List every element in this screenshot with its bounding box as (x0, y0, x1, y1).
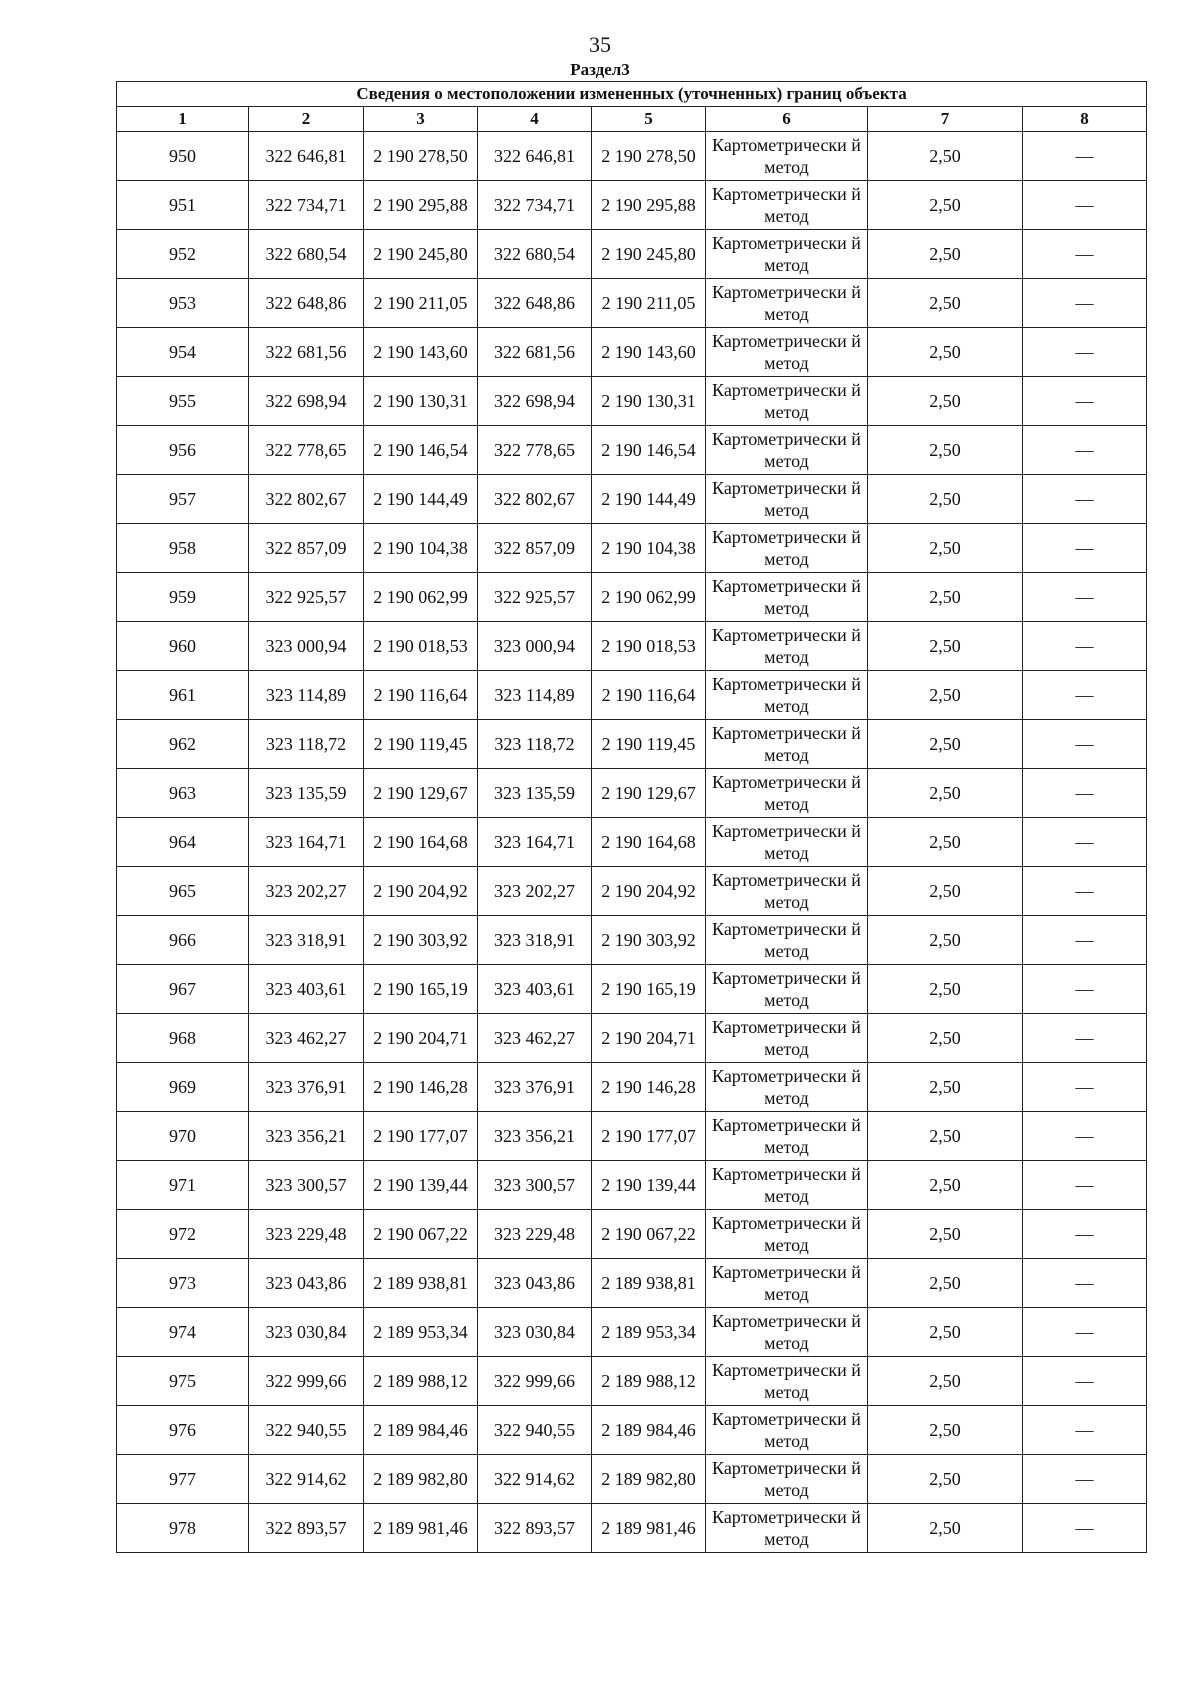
x-existing-cell: 323 462,27 (249, 1014, 364, 1063)
point-number-cell: 970 (117, 1112, 249, 1161)
accuracy-cell: 2,50 (868, 769, 1023, 818)
y-existing-cell: 2 189 984,46 (364, 1406, 478, 1455)
y-existing-cell: 2 190 116,64 (364, 671, 478, 720)
y-refined-cell: 2 190 139,44 (592, 1161, 706, 1210)
y-existing-cell: 2 190 204,71 (364, 1014, 478, 1063)
x-existing-cell: 322 893,57 (249, 1504, 364, 1553)
y-refined-cell: 2 189 953,34 (592, 1308, 706, 1357)
x-refined-cell: 322 646,81 (478, 132, 592, 181)
x-existing-cell: 323 043,86 (249, 1259, 364, 1308)
y-refined-cell: 2 190 146,28 (592, 1063, 706, 1112)
point-number-cell: 958 (117, 524, 249, 573)
y-existing-cell: 2 189 953,34 (364, 1308, 478, 1357)
accuracy-cell: 2,50 (868, 867, 1023, 916)
x-refined-cell: 323 356,21 (478, 1112, 592, 1161)
method-cell: Картометрически й метод (706, 377, 868, 426)
x-existing-cell: 323 164,71 (249, 818, 364, 867)
y-refined-cell: 2 189 938,81 (592, 1259, 706, 1308)
x-refined-cell: 323 300,57 (478, 1161, 592, 1210)
x-refined-cell: 322 778,65 (478, 426, 592, 475)
note-cell: — (1023, 1259, 1147, 1308)
point-number-cell: 974 (117, 1308, 249, 1357)
note-cell: — (1023, 818, 1147, 867)
accuracy-cell: 2,50 (868, 1210, 1023, 1259)
note-cell: — (1023, 1161, 1147, 1210)
point-number-cell: 951 (117, 181, 249, 230)
table-caption: Сведения о местоположении измененных (уточненных) границ объекта (117, 82, 1147, 107)
note-cell: — (1023, 671, 1147, 720)
y-existing-cell: 2 190 278,50 (364, 132, 478, 181)
note-cell: — (1023, 132, 1147, 181)
point-number-cell: 956 (117, 426, 249, 475)
table-row (117, 181, 1147, 230)
table-row (117, 426, 1147, 475)
point-number-cell: 972 (117, 1210, 249, 1259)
table-row (117, 524, 1147, 573)
table-row (117, 230, 1147, 279)
note-cell: — (1023, 916, 1147, 965)
x-refined-cell: 323 135,59 (478, 769, 592, 818)
x-refined-cell: 323 462,27 (478, 1014, 592, 1063)
x-refined-cell: 323 000,94 (478, 622, 592, 671)
x-existing-cell: 323 202,27 (249, 867, 364, 916)
point-number-cell: 962 (117, 720, 249, 769)
point-number-cell: 963 (117, 769, 249, 818)
x-existing-cell: 322 680,54 (249, 230, 364, 279)
accuracy-cell: 2,50 (868, 1063, 1023, 1112)
accuracy-cell: 2,50 (868, 916, 1023, 965)
method-cell: Картометрически й метод (706, 230, 868, 279)
method-cell: Картометрически й метод (706, 1210, 868, 1259)
point-number-cell: 966 (117, 916, 249, 965)
y-existing-cell: 2 190 211,05 (364, 279, 478, 328)
accuracy-cell: 2,50 (868, 1112, 1023, 1161)
x-existing-cell: 322 648,86 (249, 279, 364, 328)
method-cell: Картометрически й метод (706, 1406, 868, 1455)
point-number-cell: 959 (117, 573, 249, 622)
accuracy-cell: 2,50 (868, 426, 1023, 475)
y-refined-cell: 2 190 295,88 (592, 181, 706, 230)
table-row (117, 1406, 1147, 1455)
column-number-6: 6 (706, 107, 868, 132)
table-row (117, 573, 1147, 622)
point-number-cell: 957 (117, 475, 249, 524)
table-row (117, 1161, 1147, 1210)
table-row (117, 328, 1147, 377)
x-refined-cell: 323 376,91 (478, 1063, 592, 1112)
table-row (117, 1504, 1147, 1553)
y-refined-cell: 2 189 988,12 (592, 1357, 706, 1406)
accuracy-cell: 2,50 (868, 132, 1023, 181)
y-existing-cell: 2 190 303,92 (364, 916, 478, 965)
x-existing-cell: 323 376,91 (249, 1063, 364, 1112)
method-cell: Картометрически й метод (706, 279, 868, 328)
accuracy-cell: 2,50 (868, 1161, 1023, 1210)
point-number-cell: 971 (117, 1161, 249, 1210)
x-refined-cell: 322 698,94 (478, 377, 592, 426)
y-existing-cell: 2 189 981,46 (364, 1504, 478, 1553)
note-cell: — (1023, 1063, 1147, 1112)
x-refined-cell: 322 925,57 (478, 573, 592, 622)
x-existing-cell: 322 999,66 (249, 1357, 364, 1406)
y-existing-cell: 2 189 988,12 (364, 1357, 478, 1406)
table-row (117, 1063, 1147, 1112)
y-refined-cell: 2 190 278,50 (592, 132, 706, 181)
accuracy-cell: 2,50 (868, 1259, 1023, 1308)
y-refined-cell: 2 190 104,38 (592, 524, 706, 573)
method-cell: Картометрически й метод (706, 720, 868, 769)
table-row (117, 769, 1147, 818)
method-cell: Картометрически й метод (706, 132, 868, 181)
note-cell: — (1023, 1455, 1147, 1504)
x-refined-cell: 322 681,56 (478, 328, 592, 377)
point-number-cell: 954 (117, 328, 249, 377)
x-existing-cell: 323 118,72 (249, 720, 364, 769)
x-refined-cell: 322 802,67 (478, 475, 592, 524)
page-number: 35 (589, 32, 611, 57)
y-existing-cell: 2 189 938,81 (364, 1259, 478, 1308)
x-existing-cell: 322 940,55 (249, 1406, 364, 1455)
y-refined-cell: 2 190 146,54 (592, 426, 706, 475)
x-existing-cell: 322 914,62 (249, 1455, 364, 1504)
point-number-cell: 976 (117, 1406, 249, 1455)
point-number-cell: 973 (117, 1259, 249, 1308)
method-cell: Картометрически й метод (706, 769, 868, 818)
table-row (117, 1112, 1147, 1161)
note-cell: — (1023, 1357, 1147, 1406)
y-refined-cell: 2 190 164,68 (592, 818, 706, 867)
note-cell: — (1023, 1406, 1147, 1455)
point-number-cell: 967 (117, 965, 249, 1014)
y-existing-cell: 2 190 129,67 (364, 769, 478, 818)
x-existing-cell: 322 698,94 (249, 377, 364, 426)
x-existing-cell: 322 646,81 (249, 132, 364, 181)
note-cell: — (1023, 475, 1147, 524)
accuracy-cell: 2,50 (868, 965, 1023, 1014)
accuracy-cell: 2,50 (868, 818, 1023, 867)
accuracy-cell: 2,50 (868, 1357, 1023, 1406)
accuracy-cell: 2,50 (868, 1504, 1023, 1553)
y-existing-cell: 2 190 144,49 (364, 475, 478, 524)
column-number-3: 3 (364, 107, 478, 132)
x-refined-cell: 323 043,86 (478, 1259, 592, 1308)
y-refined-cell: 2 189 982,80 (592, 1455, 706, 1504)
method-cell: Картометрически й метод (706, 181, 868, 230)
table-row (117, 1455, 1147, 1504)
x-refined-cell: 322 914,62 (478, 1455, 592, 1504)
accuracy-cell: 2,50 (868, 671, 1023, 720)
x-existing-cell: 322 802,67 (249, 475, 364, 524)
method-cell: Картометрически й метод (706, 1308, 868, 1357)
column-number-7: 7 (868, 107, 1023, 132)
point-number-cell: 975 (117, 1357, 249, 1406)
y-refined-cell: 2 189 981,46 (592, 1504, 706, 1553)
accuracy-cell: 2,50 (868, 1014, 1023, 1063)
y-existing-cell: 2 190 062,99 (364, 573, 478, 622)
x-existing-cell: 323 000,94 (249, 622, 364, 671)
x-existing-cell: 323 318,91 (249, 916, 364, 965)
y-refined-cell: 2 190 062,99 (592, 573, 706, 622)
y-existing-cell: 2 190 177,07 (364, 1112, 478, 1161)
table-row (117, 1210, 1147, 1259)
x-existing-cell: 323 114,89 (249, 671, 364, 720)
accuracy-cell: 2,50 (868, 279, 1023, 328)
note-cell: — (1023, 181, 1147, 230)
accuracy-cell: 2,50 (868, 181, 1023, 230)
x-refined-cell: 323 114,89 (478, 671, 592, 720)
table-row (117, 671, 1147, 720)
point-number-cell: 955 (117, 377, 249, 426)
note-cell: — (1023, 965, 1147, 1014)
y-refined-cell: 2 190 143,60 (592, 328, 706, 377)
method-cell: Картометрически й метод (706, 867, 868, 916)
x-existing-cell: 323 300,57 (249, 1161, 364, 1210)
table-row (117, 622, 1147, 671)
point-number-cell: 968 (117, 1014, 249, 1063)
method-cell: Картометрически й метод (706, 328, 868, 377)
table-row (117, 818, 1147, 867)
note-cell: — (1023, 1112, 1147, 1161)
y-refined-cell: 2 190 211,05 (592, 279, 706, 328)
method-cell: Картометрически й метод (706, 818, 868, 867)
x-refined-cell: 322 999,66 (478, 1357, 592, 1406)
y-existing-cell: 2 190 245,80 (364, 230, 478, 279)
coordinates-table (116, 81, 1147, 1553)
note-cell: — (1023, 720, 1147, 769)
note-cell: — (1023, 377, 1147, 426)
accuracy-cell: 2,50 (868, 622, 1023, 671)
y-refined-cell: 2 190 303,92 (592, 916, 706, 965)
note-cell: — (1023, 279, 1147, 328)
method-cell: Картометрически й метод (706, 1014, 868, 1063)
y-refined-cell: 2 189 984,46 (592, 1406, 706, 1455)
y-existing-cell: 2 190 130,31 (364, 377, 478, 426)
method-cell: Картометрически й метод (706, 1357, 868, 1406)
y-existing-cell: 2 190 018,53 (364, 622, 478, 671)
point-number-cell: 977 (117, 1455, 249, 1504)
note-cell: — (1023, 1308, 1147, 1357)
accuracy-cell: 2,50 (868, 377, 1023, 426)
point-number-cell: 978 (117, 1504, 249, 1553)
note-cell: — (1023, 1210, 1147, 1259)
method-cell: Картометрически й метод (706, 475, 868, 524)
x-existing-cell: 323 403,61 (249, 965, 364, 1014)
table-row (117, 475, 1147, 524)
table-caption-row (117, 82, 1147, 107)
table-row (117, 1259, 1147, 1308)
x-refined-cell: 323 164,71 (478, 818, 592, 867)
x-existing-cell: 323 229,48 (249, 1210, 364, 1259)
table-row (117, 1308, 1147, 1357)
table-row (117, 1357, 1147, 1406)
y-refined-cell: 2 190 204,71 (592, 1014, 706, 1063)
x-refined-cell: 323 403,61 (478, 965, 592, 1014)
note-cell: — (1023, 426, 1147, 475)
y-refined-cell: 2 190 119,45 (592, 720, 706, 769)
x-existing-cell: 323 356,21 (249, 1112, 364, 1161)
table-body (117, 132, 1147, 1553)
table-row (117, 377, 1147, 426)
accuracy-cell: 2,50 (868, 230, 1023, 279)
y-existing-cell: 2 190 119,45 (364, 720, 478, 769)
y-refined-cell: 2 190 129,67 (592, 769, 706, 818)
method-cell: Картометрически й метод (706, 671, 868, 720)
accuracy-cell: 2,50 (868, 573, 1023, 622)
y-existing-cell: 2 190 104,38 (364, 524, 478, 573)
point-number-cell: 969 (117, 1063, 249, 1112)
accuracy-cell: 2,50 (868, 720, 1023, 769)
x-refined-cell: 323 030,84 (478, 1308, 592, 1357)
note-cell: — (1023, 622, 1147, 671)
note-cell: — (1023, 573, 1147, 622)
y-existing-cell: 2 190 164,68 (364, 818, 478, 867)
point-number-cell: 964 (117, 818, 249, 867)
method-cell: Картометрически й метод (706, 1504, 868, 1553)
accuracy-cell: 2,50 (868, 1455, 1023, 1504)
y-refined-cell: 2 190 018,53 (592, 622, 706, 671)
method-cell: Картометрически й метод (706, 622, 868, 671)
method-cell: Картометрически й метод (706, 1259, 868, 1308)
column-number-4: 4 (478, 107, 592, 132)
table-row (117, 965, 1147, 1014)
column-number-5: 5 (592, 107, 706, 132)
table-row (117, 867, 1147, 916)
x-existing-cell: 323 030,84 (249, 1308, 364, 1357)
y-refined-cell: 2 190 245,80 (592, 230, 706, 279)
x-refined-cell: 322 893,57 (478, 1504, 592, 1553)
y-existing-cell: 2 190 139,44 (364, 1161, 478, 1210)
x-refined-cell: 322 857,09 (478, 524, 592, 573)
x-existing-cell: 322 734,71 (249, 181, 364, 230)
x-refined-cell: 322 648,86 (478, 279, 592, 328)
note-cell: — (1023, 867, 1147, 916)
accuracy-cell: 2,50 (868, 328, 1023, 377)
y-existing-cell: 2 189 982,80 (364, 1455, 478, 1504)
note-cell: — (1023, 1014, 1147, 1063)
accuracy-cell: 2,50 (868, 524, 1023, 573)
x-existing-cell: 322 681,56 (249, 328, 364, 377)
x-refined-cell: 322 940,55 (478, 1406, 592, 1455)
y-existing-cell: 2 190 165,19 (364, 965, 478, 1014)
x-refined-cell: 322 734,71 (478, 181, 592, 230)
y-refined-cell: 2 190 130,31 (592, 377, 706, 426)
note-cell: — (1023, 769, 1147, 818)
table-row (117, 132, 1147, 181)
method-cell: Картометрически й метод (706, 1455, 868, 1504)
table-row (117, 279, 1147, 328)
y-existing-cell: 2 190 146,28 (364, 1063, 478, 1112)
y-refined-cell: 2 190 204,92 (592, 867, 706, 916)
x-refined-cell: 323 118,72 (478, 720, 592, 769)
x-refined-cell: 323 229,48 (478, 1210, 592, 1259)
method-cell: Картометрически й метод (706, 965, 868, 1014)
x-existing-cell: 323 135,59 (249, 769, 364, 818)
note-cell: — (1023, 524, 1147, 573)
table-row (117, 1014, 1147, 1063)
section-title: Раздел3 (570, 60, 630, 79)
table-row (117, 916, 1147, 965)
table-row (117, 720, 1147, 769)
accuracy-cell: 2,50 (868, 1308, 1023, 1357)
y-refined-cell: 2 190 165,19 (592, 965, 706, 1014)
point-number-cell: 965 (117, 867, 249, 916)
method-cell: Картометрически й метод (706, 1063, 868, 1112)
y-existing-cell: 2 190 146,54 (364, 426, 478, 475)
x-existing-cell: 322 925,57 (249, 573, 364, 622)
note-cell: — (1023, 1504, 1147, 1553)
point-number-cell: 950 (117, 132, 249, 181)
method-cell: Картометрически й метод (706, 573, 868, 622)
method-cell: Картометрически й метод (706, 1161, 868, 1210)
column-number-1: 1 (117, 107, 249, 132)
column-number-row (117, 107, 1147, 132)
accuracy-cell: 2,50 (868, 475, 1023, 524)
x-refined-cell: 323 202,27 (478, 867, 592, 916)
y-existing-cell: 2 190 204,92 (364, 867, 478, 916)
y-refined-cell: 2 190 144,49 (592, 475, 706, 524)
method-cell: Картометрически й метод (706, 524, 868, 573)
y-existing-cell: 2 190 143,60 (364, 328, 478, 377)
column-number-2: 2 (249, 107, 364, 132)
y-existing-cell: 2 190 067,22 (364, 1210, 478, 1259)
point-number-cell: 960 (117, 622, 249, 671)
column-number-8: 8 (1023, 107, 1147, 132)
accuracy-cell: 2,50 (868, 1406, 1023, 1455)
x-refined-cell: 322 680,54 (478, 230, 592, 279)
x-existing-cell: 322 778,65 (249, 426, 364, 475)
method-cell: Картометрически й метод (706, 1112, 868, 1161)
y-refined-cell: 2 190 177,07 (592, 1112, 706, 1161)
point-number-cell: 961 (117, 671, 249, 720)
point-number-cell: 953 (117, 279, 249, 328)
y-existing-cell: 2 190 295,88 (364, 181, 478, 230)
method-cell: Картометрически й метод (706, 426, 868, 475)
note-cell: — (1023, 230, 1147, 279)
y-refined-cell: 2 190 116,64 (592, 671, 706, 720)
method-cell: Картометрически й метод (706, 916, 868, 965)
note-cell: — (1023, 328, 1147, 377)
y-refined-cell: 2 190 067,22 (592, 1210, 706, 1259)
x-existing-cell: 322 857,09 (249, 524, 364, 573)
x-refined-cell: 323 318,91 (478, 916, 592, 965)
point-number-cell: 952 (117, 230, 249, 279)
